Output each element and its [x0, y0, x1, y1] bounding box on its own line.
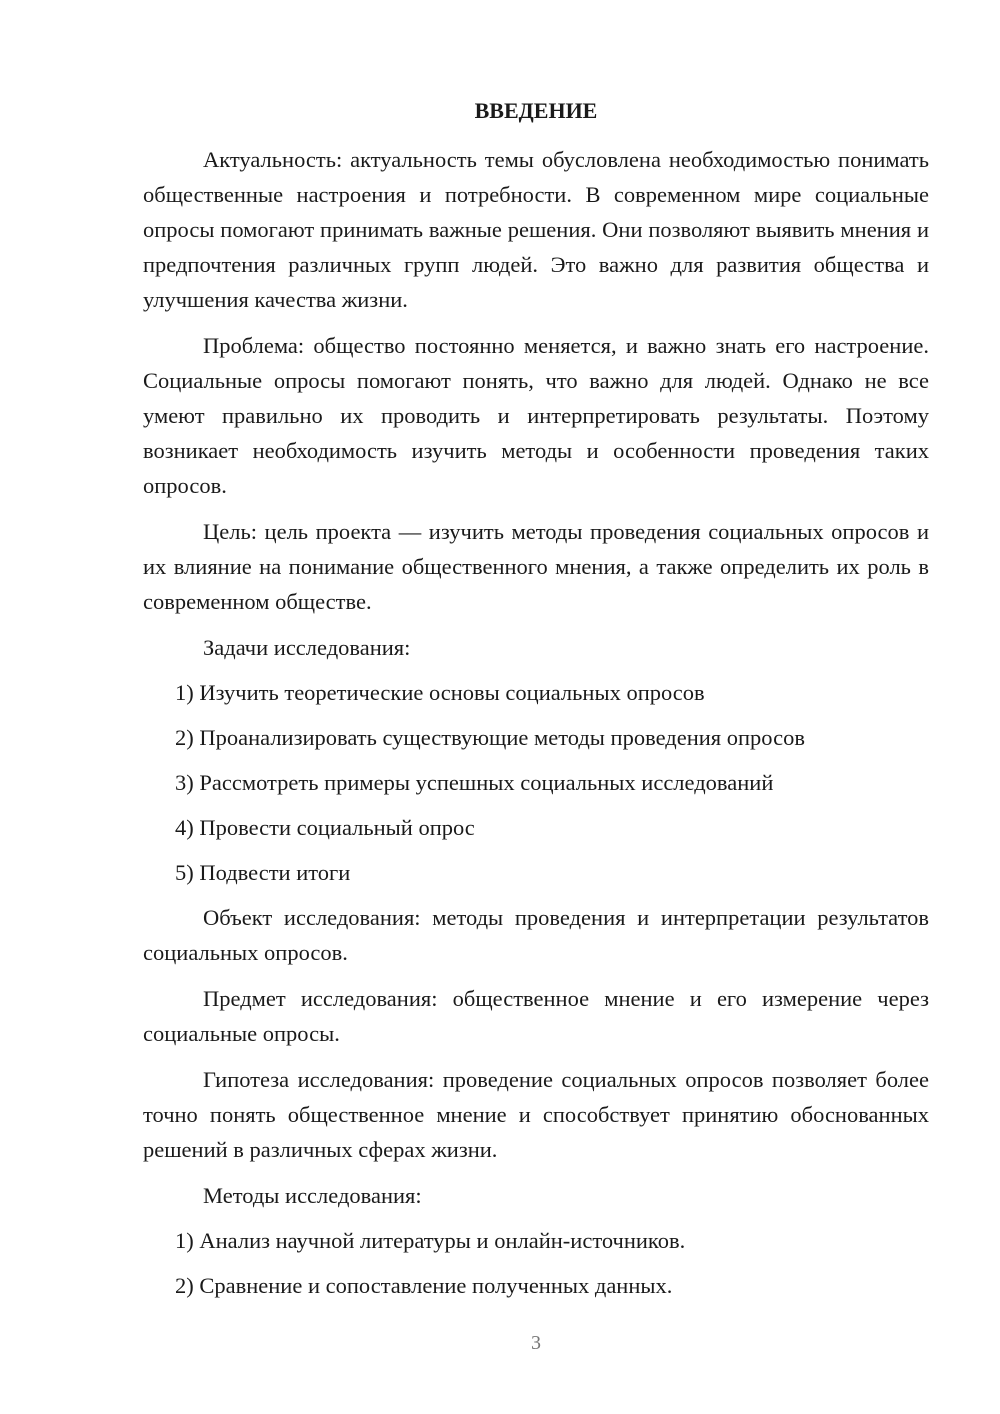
tasks-heading: Задачи исследования:: [203, 635, 411, 660]
object-paragraph: Объект исследования: методы проведения и интерпретации результатов социальных опросов.: [143, 905, 929, 965]
tasks-list: [143, 675, 929, 890]
subject-paragraph: Предмет исследования: общественное мнение и его измерение через социальные опросы.: [143, 986, 929, 1046]
methods-list: [143, 1223, 929, 1303]
hypothesis-paragraph: Гипотеза исследования: проведение социальных опросов позволяет более точно понять общественное мнение и способствует принятию обоснованных решений в различных сферах жизни.: [143, 1067, 929, 1162]
task-item: 2) Проанализировать существующие методы проведения опросов: [175, 725, 805, 750]
page-title: ВВЕДЕНИЕ: [474, 98, 598, 123]
page-number: 3: [531, 1332, 541, 1354]
method-item: 1) Анализ научной литературы и онлайн-источников.: [175, 1228, 686, 1253]
methods-heading: Методы исследования:: [203, 1183, 422, 1208]
document-body: [143, 142, 929, 1313]
task-item: 3) Рассмотреть примеры успешных социальных исследований: [175, 770, 774, 795]
goal-paragraph: Цель: цель проекта — изучить методы проведения социальных опросов и их влияние на понимание общественного мнения, а также определить их роль в современном обществе.: [143, 519, 929, 614]
task-item: 4) Провести социальный опрос: [175, 815, 475, 840]
task-item: 5) Подвести итоги: [175, 860, 351, 885]
method-item: 2) Сравнение и сопоставление полученных данных.: [175, 1273, 673, 1298]
relevance-paragraph: Актуальность: актуальность темы обусловлена необходимостью понимать общественные настроения и потребности. В современном мире социальные опросы помогают принимать важные решения. Они позволяют выявить мнения и предпочтения различных групп людей. Это важно для развития общества и улучшения качества жизни.: [143, 147, 929, 312]
problem-paragraph: Проблема: общество постоянно меняется, и важно знать его настроение. Социальные опросы помогают понять, что важно для людей. Однако не все умеют правильно их проводить и интерпретировать результаты. Поэтому возникает необходимость изучить методы и особенности проведения таких опросов.: [143, 333, 929, 498]
task-item: 1) Изучить теоретические основы социальных опросов: [175, 680, 705, 705]
